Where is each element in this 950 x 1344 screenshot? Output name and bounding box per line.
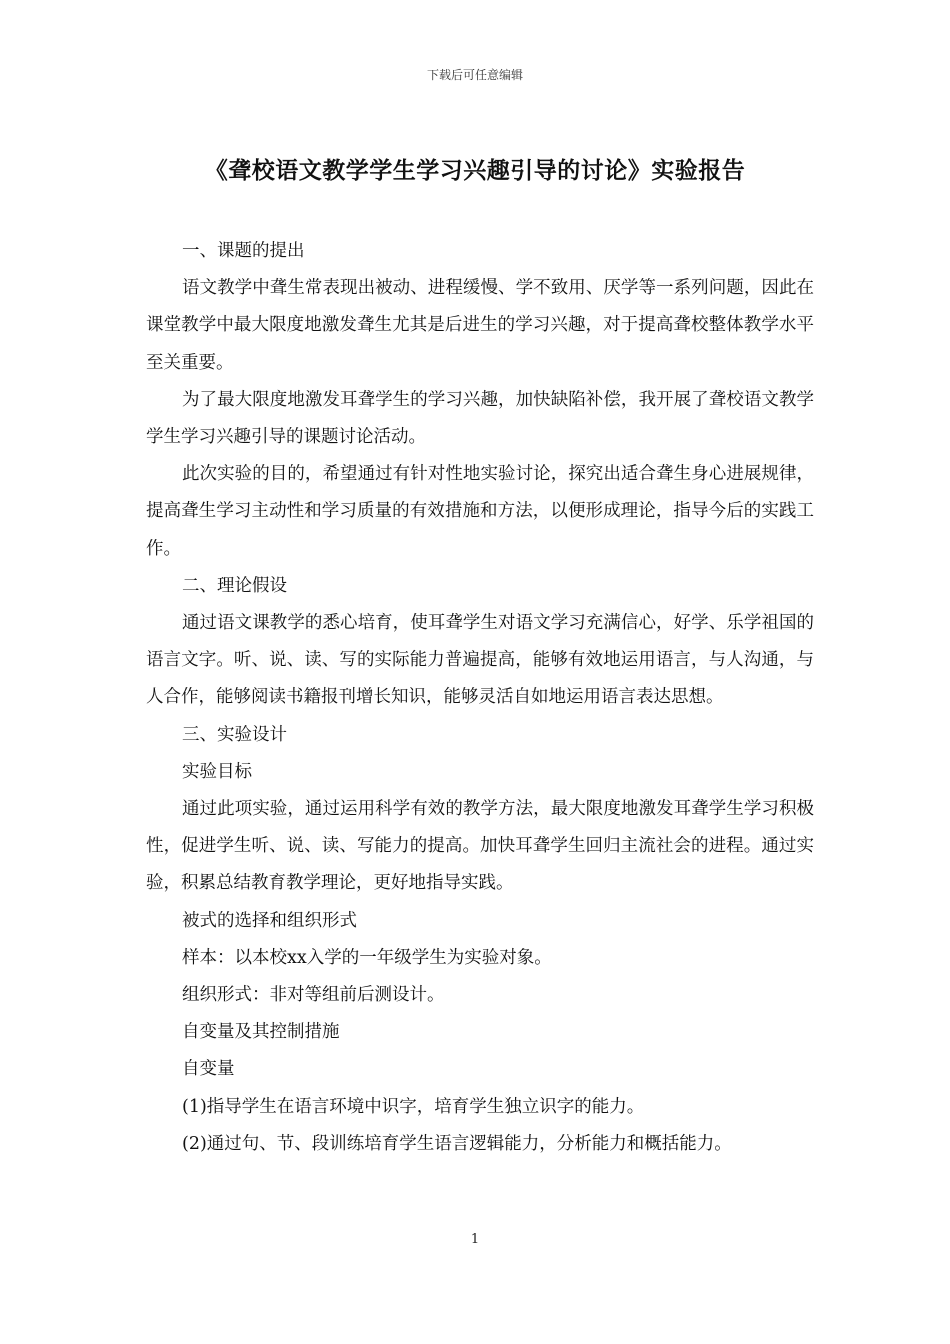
list-item: (1)指导学生在语言环境中识字，培育学生独立识字的能力。: [182, 1096, 645, 1117]
subheading: 实验目标: [182, 761, 252, 782]
paragraph: 此次实验的目的，希望通过有针对性地实验讨论，探究出适合聋生身心进展规律，提高聋生学习主动性和学习质量的有效措施和方法，以便形成理论，指导今后的实践工作。: [146, 464, 814, 559]
paragraph: 通过语文课教学的悉心培育，使耳聋学生对语文学习充满信心，好学、乐学祖国的语言文字。听、说、读、写的实际能力普遍提高，能够有效地运用语言，与人沟通，与人合作，能够阅读书籍报刊增长知识，能够灵活自如地运用语言表达思想。: [146, 613, 814, 708]
page-number: 1: [470, 1232, 480, 1247]
section-heading: 二、理论假设: [182, 575, 287, 596]
paragraph: 语文教学中聋生常表现出被动、进程缓慢、学不致用、厌学等一系列问题，因此在课堂教学中最大限度地激发聋生尤其是后进生的学习兴趣，对于提高聋校整体教学水平至关重要。: [146, 278, 814, 373]
section-heading: 三、实验设计: [182, 724, 287, 745]
subheading: 被式的选择和组织形式: [182, 910, 357, 931]
paragraph: 组织形式：非对等组前后测设计。: [182, 985, 445, 1006]
subheading: 自变量及其控制措施: [182, 1022, 340, 1043]
list-item: (2)通过句、节、段训练培育学生语言逻辑能力，分析能力和概括能力。: [182, 1133, 732, 1154]
document-body: [146, 233, 814, 1163]
paragraph: 通过此项实验，通过运用科学有效的教学方法，最大限度地激发耳聋学生学习积极性，促进学生听、说、读、写能力的提高。加快耳聋学生回归主流社会的进程。通过实验，积累总结教育教学理论，更好地指导实践。: [146, 799, 814, 894]
subheading: 自变量: [182, 1059, 235, 1080]
section-heading: 一、课题的提出: [182, 241, 305, 261]
header-note: 下载后可任意编辑: [426, 68, 523, 82]
paragraph: 样本：以本校xx入学的一年级学生为实验对象。: [182, 947, 552, 968]
document-title: 《聋校语文教学学生学习兴趣引导的讨论》实验报告: [204, 157, 746, 184]
paragraph: 为了最大限度地激发耳聋学生的学习兴趣，加快缺陷补偿，我开展了聋校语文教学学生学习兴趣引导的课题讨论活动。: [146, 389, 814, 448]
